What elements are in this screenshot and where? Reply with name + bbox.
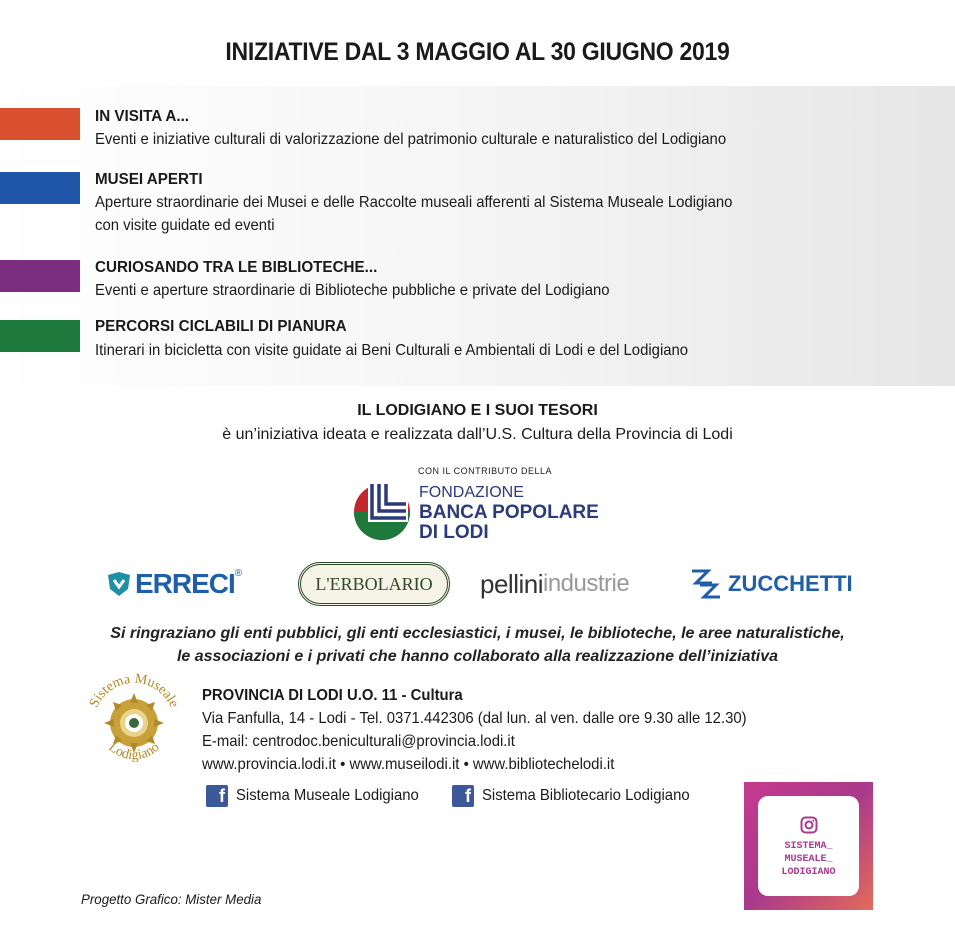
erreci-shield-icon: [106, 571, 132, 597]
category-description: con visite guidate ed eventi: [95, 217, 275, 234]
instagram-nametag-card: [758, 796, 859, 896]
zucchetti-wordmark: ZUCCHETTI: [728, 571, 853, 596]
category-description: Eventi e aperture straordinarie di Biblioteche pubbliche e private del Lodigiano: [95, 282, 610, 299]
category-description: Itinerari in bicicletta con visite guidate ai Beni Culturali e Ambientali di Lodi e del Lodigiano: [95, 342, 689, 359]
thanks-line: le associazioni e i privati che hanno collaborato alla realizzazione dell’iniziativa: [176, 648, 779, 665]
erreci-logo: [106, 562, 242, 606]
foundation-logo-icon: [352, 480, 412, 542]
facebook-icon: f: [452, 785, 474, 807]
category-description: Eventi e iniziative culturali di valorizzazione del patrimonio culturale e naturalistico del Lodigiano: [95, 131, 727, 148]
category-description: Aperture straordinarie dei Musei e delle Raccolte museali afferenti al Sistema Museale Lodigiano: [95, 194, 733, 211]
foundation-name-line3: DI LODI: [419, 522, 489, 543]
initiative-heading: IL LODIGIANO E I SUOI TESORI: [357, 402, 598, 419]
contact-email[interactable]: E-mail: centrodoc.beniculturali@provincia.lodi.it: [202, 733, 515, 750]
pellini-logo: [480, 562, 629, 606]
category-color-bar-blue: [0, 172, 80, 204]
facebook-label: Sistema Bibliotecario Lodigiano: [482, 787, 690, 804]
instagram-icon: [800, 816, 818, 834]
design-credit: Progetto Grafico: Mister Media: [81, 891, 262, 907]
pellini-wordmark: pellini: [480, 568, 543, 599]
facebook-label: Sistema Museale Lodigiano: [236, 787, 419, 804]
foundation-name-line2: BANCA POPOLARE: [419, 502, 599, 523]
category-color-bar-purple: [0, 260, 80, 292]
contact-address: Via Fanfulla, 14 - Lodi - Tel. 0371.442306 (dal lun. al ven. dalle ore 9.30 alle 12.30): [202, 710, 747, 727]
zucchetti-logo: [690, 562, 853, 606]
facebook-link-bibliotecario[interactable]: [452, 785, 705, 807]
erreci-wordmark: ERRECI: [135, 568, 235, 599]
svg-text:Sistema Museale: Sistema Museale: [86, 671, 182, 711]
instagram-handle: SISTEMA_ MUSEALE_ LODIGIANO: [781, 841, 836, 878]
category-title: IN VISITA A...: [95, 108, 190, 125]
erbolario-logo: L'ERBOLARIO: [298, 562, 450, 606]
category-color-bar-green: [0, 320, 80, 352]
sistema-museale-seal-icon: [78, 665, 190, 777]
page-title: INIZIATIVE DAL 3 MAGGIO AL 30 GIUGNO 2019: [225, 38, 730, 66]
svg-text:Lodigiano: Lodigiano: [105, 739, 163, 764]
zucchetti-mark-icon: [690, 567, 722, 601]
thanks-line: Si ringraziano gli enti pubblici, gli enti ecclesiastici, i musei, le biblioteche, le aree naturalistiche,: [110, 625, 845, 642]
facebook-link-museale[interactable]: [206, 785, 433, 807]
category-title: PERCORSI CICLABILI DI PIANURA: [95, 318, 347, 335]
initiative-text: è un’iniziativa ideata e realizzata dall’U.S. Cultura della Provincia di Lodi: [222, 426, 733, 443]
category-color-bar-red: [0, 108, 80, 140]
category-title: MUSEI APERTI: [95, 171, 203, 188]
facebook-icon: f: [206, 785, 228, 807]
contact-organization: PROVINCIA DI LODI U.O. 11 - Cultura: [202, 687, 463, 704]
foundation-name-line1: FONDAZIONE: [419, 484, 524, 501]
instagram-nametag[interactable]: [744, 782, 873, 910]
contribution-label: CON IL CONTRIBUTO DELLA: [418, 466, 553, 476]
erreci-registered: ®: [234, 568, 243, 579]
contact-websites[interactable]: www.provincia.lodi.it • www.museilodi.it • www.bibliotechelodi.it: [202, 756, 615, 773]
pellini-industrie: industrie: [543, 570, 630, 597]
category-title: CURIOSANDO TRA LE BIBLIOTECHE...: [95, 259, 378, 276]
